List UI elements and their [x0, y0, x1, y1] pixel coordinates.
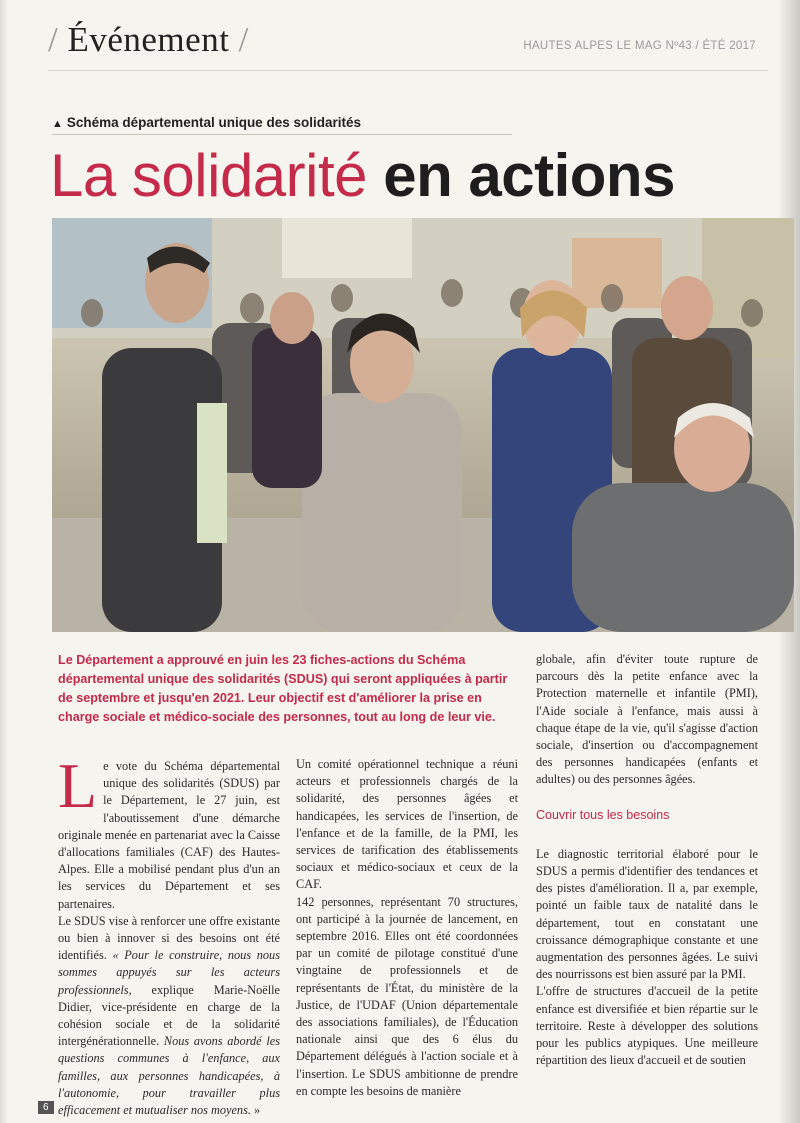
- article-lead: Le Département a approuvé en juin les 23 fiches-actions du Schéma départemental unique des solidarités (SDUS) qui seront appliquées à partir de septembre et jusqu'en 2021. Leur objectif est d'améliorer la prise en charge sociale et médico-sociale des personnes, tout au long de leur vie.: [58, 653, 508, 724]
- column-3: [536, 651, 758, 1069]
- magazine-info: HAUTES ALPES LE MAG Nº43 / ÉTÉ 2017: [523, 40, 756, 52]
- triangle-icon: ▲: [52, 118, 63, 130]
- column-1: [58, 750, 280, 1119]
- headline-part-red: La solidarité: [50, 142, 368, 209]
- section-title: Événement: [67, 20, 230, 59]
- col1-quote-end: »: [254, 1103, 261, 1118]
- article-photo: [52, 218, 794, 632]
- section-header: [48, 20, 249, 60]
- col3-paragraph-3: L'offre de structures d'accueil de la petite enfance est diversifiée et bien répartie sur le territoire. Reste à développer des solutions pour les publics atypiques. Une meilleure répartition des lieux d'accueil et de soutien: [536, 984, 758, 1068]
- header-divider: [48, 70, 768, 71]
- article-kicker: [52, 115, 361, 130]
- kicker-text: Schéma départemental unique des solidarités: [66, 115, 361, 130]
- col3-paragraph-1: globale, afin d'éviter toute rupture de parcours dès la petite enfance avec la Protection maternelle et infantile (PMI), l'Aide sociale à l'enfance, mais aussi à chaque étape de la vie, qu'il s'agisse d'action sociale, d'insertion ou d'accompagnement des personnes handicapées (enfants et adultes) ou des personnes âgées.: [536, 652, 758, 787]
- headline-part-dark: en actions: [383, 142, 675, 209]
- col2-paragraph-2: 142 personnes, représentant 70 structures, ont participé à la journée de lancement, en septembre 2016. Elles ont été coordonnées par un comité de pilotage constitué d'une vingtaine de professionnels et de représentants de l'État, du ministère de la Justice, de l'UDAF (Union départementale des associations familiales), de l'Éducation nationale ainsi que des 6 élus du Département délégués à l'action sociale et à l'insertion. Le SDUS ambitionne de prendre en compte les besoins de manière: [296, 894, 518, 1098]
- col2-paragraph-1: Un comité opérationnel technique a réuni acteurs et professionnels chargés de la solidarité, des personnes âgées et handicapées, les services de l'insertion, de l'enfance et de la famille, de la PMI, les services de tarification des établissements sociaux et médico-sociaux et ceux de la CAF.: [296, 757, 518, 892]
- col1-paragraph-2-text: Le SDUS vise à renforcer une offre existante ou bien à innover si des besoins ont été identifiés.: [58, 913, 280, 963]
- article-headline: [50, 140, 675, 212]
- col3-paragraph-2: Le diagnostic territorial élaboré pour le SDUS a permis d'identifier des tendances et des pistes d'amélioration. Il a, par exemple, pointé un faible taux de natalité dans le département, tout en constatant une croissance démographique constante et une augmentation des personnes âgées. Le suivi des nourrissons est bien assuré par la PMI.: [536, 846, 758, 982]
- article-subhead: Couvrir tous les besoins: [536, 807, 670, 822]
- section-slash-right: /: [238, 20, 249, 59]
- col1-paragraph-1: [58, 750, 280, 913]
- section-slash-left: /: [48, 20, 59, 59]
- col1-quote-2: Nous avons abordé les questions communes à l'enfance, aux familles, aux personnes handicapées, à l'autonomie, pour travailler plus efficacement et mutualiser nos moyens.: [58, 1034, 280, 1118]
- page-left-edge: [0, 0, 8, 1123]
- audience-photo-illustration: [52, 218, 794, 632]
- col1-attribution: explique Marie-Noëlle Didier, vice-présidente en charge de la cohésion sociale et de la solidarité intergénérationnelle.: [58, 982, 280, 1049]
- page-number: 6: [38, 1101, 54, 1114]
- column-2: [296, 756, 518, 1100]
- col1-quote-1: « Pour le construire, nous nous sommes appuyés sur les acteurs professionnels,: [58, 948, 280, 997]
- col1-paragraph-1-text: e vote du Schéma départemental unique des solidarités (SDUS) par le Département, le 27 juin, est l'aboutissement d'une démarche originale menée en partenariat avec la Caisse d'allocations familiales (CAF) des Hautes-Alpes. Elle a mobilisé pendant plus d'un an les services du Département et ses partenaires.: [58, 759, 280, 911]
- col1-paragraph-2: [58, 913, 280, 1119]
- drop-cap: L: [58, 750, 98, 821]
- kicker-divider: [52, 134, 512, 135]
